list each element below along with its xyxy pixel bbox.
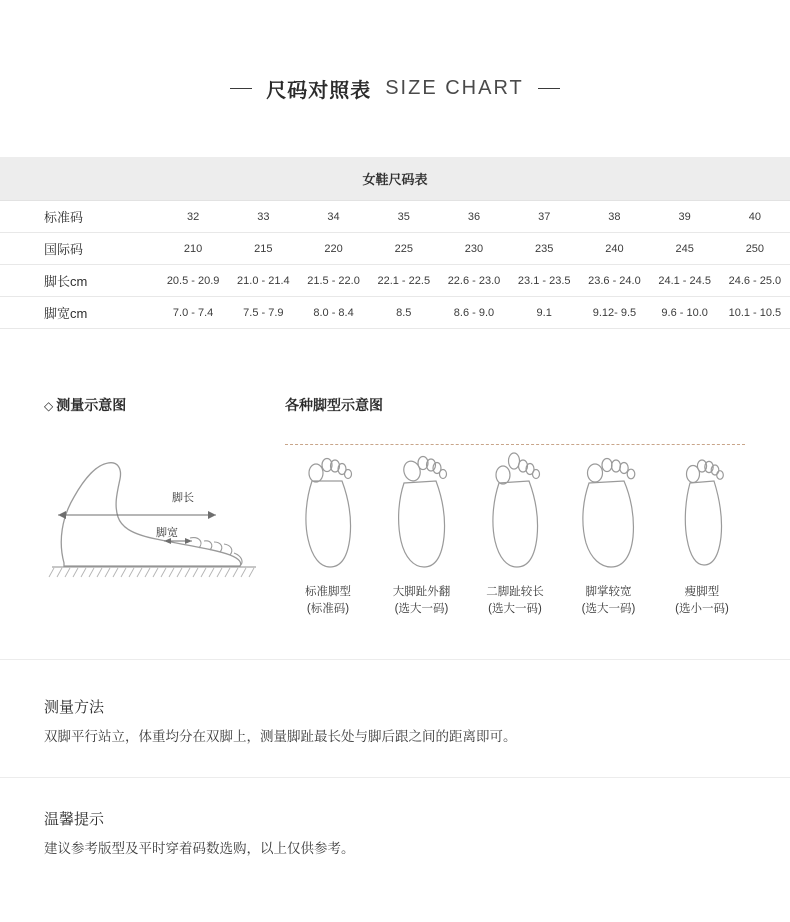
- foot-type-caption: [472, 584, 558, 618]
- table-row: [0, 201, 790, 233]
- foot-type-note: (选小一码): [675, 603, 729, 615]
- measure-diagram-title: [44, 395, 264, 415]
- size-table-caption: 女鞋尺码表: [0, 157, 790, 201]
- row-label: 国际码: [0, 233, 158, 265]
- measure-diagram-title-text: 测量示意图: [56, 397, 127, 413]
- diamond-icon: ◇: [44, 399, 54, 413]
- spacer: [0, 778, 790, 808]
- table-cell: 24.6 - 25.0: [720, 265, 790, 297]
- foot-types-block: [285, 395, 755, 618]
- size-table-section: [0, 157, 790, 329]
- foot-type-name: 瘦脚型: [684, 586, 720, 598]
- table-cell: 33: [228, 201, 298, 233]
- foot-types-title: 各种脚型示意图: [285, 397, 383, 413]
- spacer: [0, 747, 790, 777]
- tips-text: 建议参考版型及平时穿着码数选购，以上仅供参考。: [44, 841, 355, 856]
- table-cell: 21.0 - 21.4: [228, 265, 298, 297]
- foot-type-name: 二脚趾较长: [486, 586, 544, 598]
- page-title: [230, 74, 560, 103]
- page-title-en: SIZE CHART: [385, 77, 524, 99]
- row-label: 脚宽cm: [44, 306, 88, 321]
- table-cell: 22.6 - 23.0: [439, 265, 509, 297]
- table-cell: 7.0 - 7.4: [172, 306, 214, 319]
- foot-type-name: 标准脚型: [305, 586, 351, 598]
- foot-type-caption: [566, 584, 652, 618]
- table-cell: 215: [228, 233, 298, 265]
- method-text: 双脚平行站立，体重均分在双脚上，测量脚趾最长处与脚后跟之间的距离即可。: [44, 729, 517, 744]
- table-cell: 220: [298, 233, 368, 265]
- table-cell: 210: [158, 233, 228, 265]
- title-dash-right: [538, 88, 560, 89]
- table-row: [0, 265, 790, 297]
- table-cell: 8.6 - 9.0: [453, 306, 495, 319]
- table-cell: 9.12- 9.5: [592, 306, 637, 319]
- foot-types-row: [285, 433, 745, 618]
- size-table: [0, 157, 790, 328]
- foot-type-item: [285, 433, 371, 618]
- table-cell: 8.0 - 8.4: [313, 306, 354, 319]
- foot-sole-wide-icon: [577, 433, 641, 573]
- title-dash-left: [230, 88, 252, 89]
- foot-sole-standard-icon: [296, 433, 360, 573]
- table-cell: 230: [439, 233, 509, 265]
- table-cell: 23.1 - 23.5: [509, 265, 579, 297]
- page-title-cn: 尺码对照表: [266, 80, 372, 102]
- table-cell: 32: [158, 201, 228, 233]
- foot-type-caption: [659, 584, 745, 618]
- foot-side-svg: [44, 431, 264, 591]
- table-cell: 9.6 - 10.0: [661, 306, 708, 319]
- table-cell: 240: [579, 233, 649, 265]
- foot-type-caption: [379, 584, 465, 618]
- table-cell: 34: [298, 201, 368, 233]
- table-cell: 22.1 - 22.5: [369, 265, 439, 297]
- foot-type-item: [659, 433, 745, 618]
- tips-section: [0, 808, 790, 859]
- table-cell: 7.5 - 7.9: [243, 306, 284, 319]
- foot-type-caption: [285, 584, 371, 618]
- table-cell: 9.1: [536, 306, 552, 319]
- diagrams-section: [0, 329, 790, 659]
- table-cell: 235: [509, 233, 579, 265]
- table-cell: 35: [369, 201, 439, 233]
- table-cell: 39: [650, 201, 720, 233]
- measure-diagram-block: [44, 395, 264, 591]
- table-cell: 24.1 - 24.5: [650, 265, 720, 297]
- method-section: [0, 696, 790, 747]
- foot-type-name: 脚掌较宽: [585, 586, 632, 598]
- table-cell: 8.5: [396, 306, 412, 319]
- foot-sole-long-second-toe-icon: [483, 433, 547, 573]
- label-foot-length: 脚长: [172, 492, 194, 504]
- foot-type-item: [379, 433, 465, 618]
- table-cell: 38: [579, 201, 649, 233]
- foot-type-item: [566, 433, 652, 618]
- table-row: [0, 233, 790, 265]
- foot-type-item: [472, 433, 558, 618]
- table-cell: 250: [720, 233, 790, 265]
- table-cell: 20.5 - 20.9: [158, 265, 228, 297]
- spacer: [0, 660, 790, 696]
- table-cell: 36: [439, 201, 509, 233]
- tips-title: 温馨提示: [44, 811, 105, 828]
- foot-type-note: (选大一码): [488, 603, 542, 615]
- foot-type-note: (选大一码): [581, 603, 636, 615]
- label-foot-width: 脚宽: [156, 527, 178, 539]
- foot-type-note: (选大一码): [394, 603, 449, 615]
- foot-type-name: 大脚趾外翻: [392, 586, 451, 598]
- table-cell: 245: [650, 233, 720, 265]
- method-title: 测量方法: [44, 699, 105, 716]
- foot-sole-bunion-icon: [390, 433, 454, 573]
- table-row: [0, 297, 790, 329]
- page-header: [0, 0, 790, 113]
- table-cell: 10.1 - 10.5: [728, 306, 782, 319]
- table-cell: 21.5 - 22.0: [298, 265, 368, 297]
- foot-sole-narrow-icon: [670, 433, 734, 573]
- table-cell: 37: [509, 201, 579, 233]
- row-label: 脚长cm: [0, 265, 158, 297]
- table-cell: 40: [720, 201, 790, 233]
- table-cell: 225: [369, 233, 439, 265]
- foot-type-note: (标准码): [306, 603, 350, 615]
- row-label: 标准码: [0, 201, 158, 233]
- foot-side-illustration: [44, 431, 264, 591]
- table-cell: 23.6 - 24.0: [579, 265, 649, 297]
